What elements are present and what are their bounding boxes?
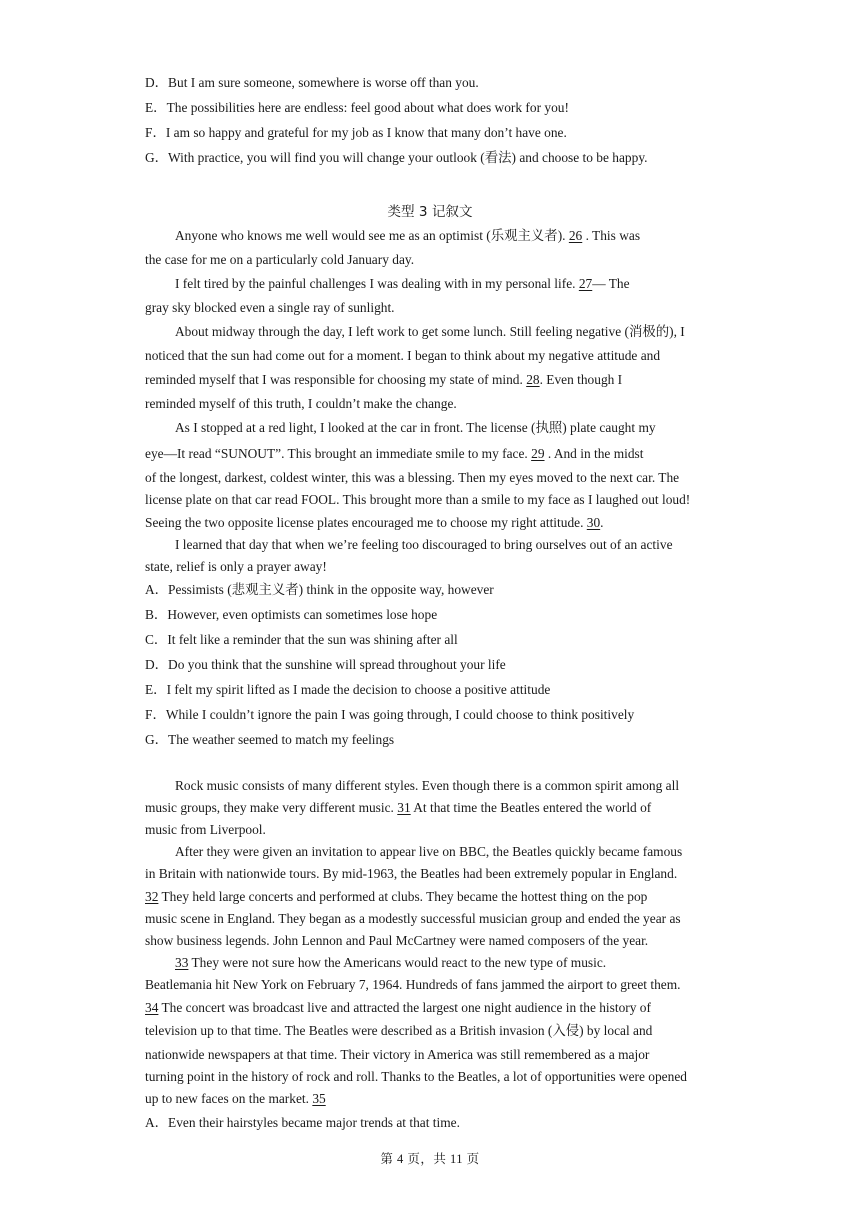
option-e-prev: E．The possibilities here are endless: feel good about what does work for you! (145, 100, 569, 115)
p1-line-12: license plate on that car read FOOL. This brought more than a smile to my face as I laughed out loud! (145, 492, 691, 507)
option-f-prev: F．I am so happy and grateful for my job as I know that many don’t have one. (145, 125, 567, 140)
option-d: D．Do you think that the sunshine will spread throughout your life (145, 657, 506, 672)
p1-line-5: About midway through the day, I left work to get some lunch. Still feeling negative (消极的), I (175, 324, 685, 339)
p1-line-9: As I stopped at a red light, I looked at the car in front. The license (执照) plate caught my (175, 420, 656, 435)
p1-line-2: the case for me on a particularly cold January day. (145, 252, 415, 267)
p1-line-8: reminded myself of this truth, I couldn’t make the change. (145, 396, 457, 411)
p1-line-15: state, relief is only a prayer away! (145, 559, 327, 574)
p2-line-6: 32 They held large concerts and performed at clubs. They became the hottest thing on the pop (145, 889, 648, 904)
p1-line-1: Anyone who knows me well would see me as an optimist (乐观主义者). 26 . This was (175, 228, 641, 243)
option-g: G．The weather seemed to match my feelings (145, 732, 395, 747)
p1-line-14: I learned that day that when we’re feeling too discouraged to bring ourselves out of an active (175, 537, 673, 552)
p2-line-9: 33 They were not sure how the Americans would react to the new type of music. (175, 955, 607, 970)
blank-33: 33 (175, 955, 189, 970)
p2-line-15: up to new faces on the market. 35 (145, 1091, 326, 1106)
p2-line-5: in Britain with nationwide tours. By mid-1963, the Beatles had been extremely popular in England. (145, 866, 678, 881)
p1-line-3: I felt tired by the painful challenges I was dealing with in my personal life. 27— The (175, 276, 630, 291)
p1-line-10: eye—It read “SUNOUT”. This brought an immediate smile to my face. 29 . And in the midst (145, 446, 644, 461)
p2-line-13: nationwide newspapers at that time. Their victory in America was still remembered as a major (145, 1047, 650, 1062)
p2-line-2: music groups, they make very different music. 31 At that time the Beatles entered the world of (145, 800, 652, 815)
p2-line-8: show business legends. John Lennon and Paul McCartney were named composers of the year. (145, 933, 649, 948)
p1-line-11: of the longest, darkest, coldest winter, this was a blessing. Then my eyes moved to the next car. The (145, 470, 680, 485)
p1-line-7: reminded myself that I was responsible for choosing my state of mind. 28. Even though I (145, 372, 623, 387)
section-heading: 类型 3 记叙文 (387, 204, 473, 220)
p2-line-3: music from Liverpool. (145, 822, 266, 837)
p1-line-6: noticed that the sun had come out for a moment. I began to think about my negative attitude and (145, 348, 661, 363)
option-a-2: A．Even their hairstyles became major trends at that time. (145, 1115, 460, 1130)
blank-32: 32 (145, 889, 159, 904)
p1-line-4: gray sky blocked even a single ray of sunlight. (145, 300, 395, 315)
option-a: A．Pessimists (悲观主义者) think in the opposite way, however (145, 582, 494, 597)
option-c: C．It felt like a reminder that the sun was shining after all (145, 632, 458, 647)
p2-line-7: music scene in England. They began as a modestly successful musician group and ended the year as (145, 911, 681, 926)
p1-line-13: Seeing the two opposite license plates encouraged me to choose my right attitude. 30. (145, 515, 604, 530)
blank-27: 27 (578, 276, 593, 291)
blank-31: 31 (397, 800, 411, 815)
p2-line-11: 34 The concert was broadcast live and attracted the largest one night audience in the history of (145, 1000, 651, 1015)
option-f: F．While I couldn’t ignore the pain I was going through, I could choose to think positively (145, 707, 635, 722)
blank-29: 29 (531, 446, 545, 461)
blank-28: 28 (526, 372, 540, 387)
p2-line-12: television up to that time. The Beatles were described as a British invasion (入侵) by local and (145, 1023, 653, 1038)
p2-line-4: After they were given an invitation to appear live on BBC, the Beatles quickly became famous (175, 844, 683, 859)
p2-line-1: Rock music consists of many different styles. Even though there is a common spirit among all (175, 778, 680, 793)
blank-30: 30 (586, 515, 601, 530)
option-e: E．I felt my spirit lifted as I made the decision to choose a positive attitude (145, 682, 551, 697)
option-d-prev: D．But I am sure someone, somewhere is worse off than you. (145, 75, 479, 90)
blank-35: 35 (312, 1091, 326, 1106)
blank-34: 34 (145, 1000, 159, 1015)
p2-line-14: turning point in the history of rock and roll. Thanks to the Beatles, a lot of opportunities were opened (145, 1069, 687, 1084)
page-footer: 第 4 页，共 11 页 (380, 1152, 480, 1166)
blank-26: 26 (568, 228, 583, 243)
p2-line-10: Beatlemania hit New York on February 7, 1964. Hundreds of fans jammed the airport to greet them. (145, 977, 681, 992)
option-b: B．However, even optimists can sometimes lose hope (145, 607, 438, 622)
option-g-prev: G．With practice, you will find you will change your outlook (看法) and choose to be happy. (145, 150, 648, 165)
